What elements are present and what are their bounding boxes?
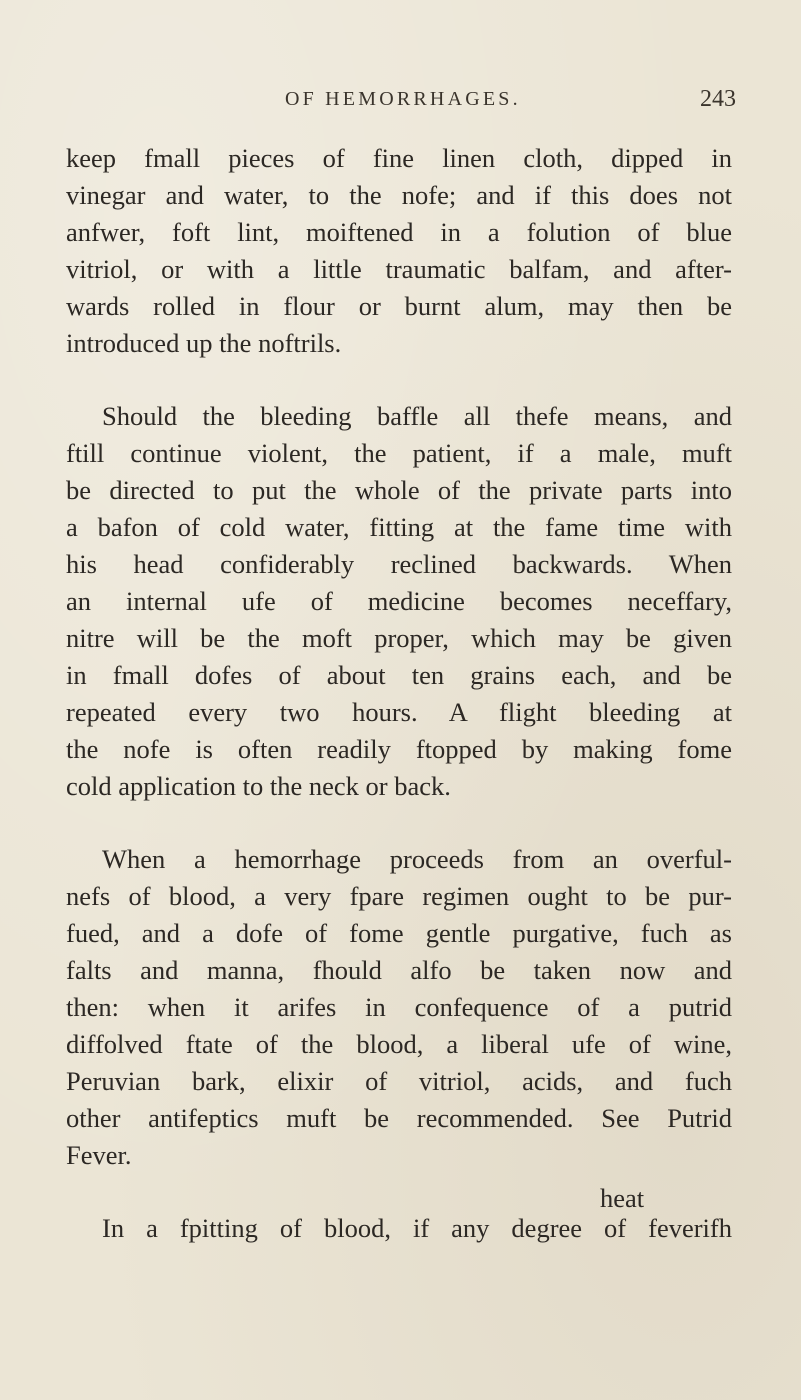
text-line: in fmall dofes of about ten grains each, and be <box>66 660 732 690</box>
text-line: Peruvian bark, elixir of vitriol, acids, and fuch <box>66 1066 732 1096</box>
running-title: OF HEMORRHAGES. <box>285 88 521 110</box>
text-line: anfwer, foft lint, moiftened in a folution of blue <box>66 217 732 247</box>
text-line: then: when it arifes in confequence of a putrid <box>66 992 732 1022</box>
text-line: cold application to the neck or back. <box>66 771 451 801</box>
paragraph-3 <box>66 841 732 1174</box>
text-line: other antifeptics muft be recommended. See Putrid <box>66 1103 732 1133</box>
paragraph-2 <box>66 398 732 805</box>
text-line: his head confiderably reclined backwards. When <box>66 549 732 579</box>
text-line: keep fmall pieces of fine linen cloth, dipped in <box>66 143 732 173</box>
text-line: vitriol, or with a little traumatic balfam, and after- <box>66 254 732 284</box>
text-line: nefs of blood, a very fpare regimen ought to be pur- <box>66 881 732 911</box>
text-line: falts and manna, fhould alfo be taken now and <box>66 955 732 985</box>
paragraph-1 <box>66 140 732 362</box>
text-line: an internal ufe of medicine becomes neceffary, <box>66 586 732 616</box>
text-line: diffolved ftate of the blood, a liberal ufe of wine, <box>66 1029 732 1059</box>
text-line: Fever. <box>66 1140 132 1170</box>
catchword: heat <box>600 1183 645 1213</box>
body-text <box>66 140 732 1247</box>
paragraph-gap <box>66 362 732 398</box>
paragraph-4 <box>66 1210 732 1247</box>
text-line: introduced up the noftrils. <box>66 328 342 358</box>
page-number: 243 <box>700 86 736 112</box>
text-line: wards rolled in flour or burnt alum, may then be <box>66 291 732 321</box>
text-line: a bafon of cold water, fitting at the fame time with <box>66 512 732 542</box>
text-line: In a fpitting of blood, if any degree of feverifh <box>102 1213 732 1243</box>
text-line: When a hemorrhage proceeds from an overful- <box>102 844 732 874</box>
text-line: repeated every two hours. A flight bleeding at <box>66 697 732 727</box>
text-line: be directed to put the whole of the private parts into <box>66 475 732 505</box>
text-line: Should the bleeding baffle all thefe means, and <box>102 401 732 431</box>
running-head <box>0 88 801 128</box>
text-line: the nofe is often readily ftopped by making fome <box>66 734 732 764</box>
text-line: nitre will be the moft proper, which may be given <box>66 623 732 653</box>
text-line: ftill continue violent, the patient, if a male, muft <box>66 438 732 468</box>
paragraph-gap <box>66 805 732 841</box>
text-line: fued, and a dofe of fome gentle purgative, fuch as <box>66 918 732 948</box>
text-line: vinegar and water, to the nofe; and if this does not <box>66 180 732 210</box>
